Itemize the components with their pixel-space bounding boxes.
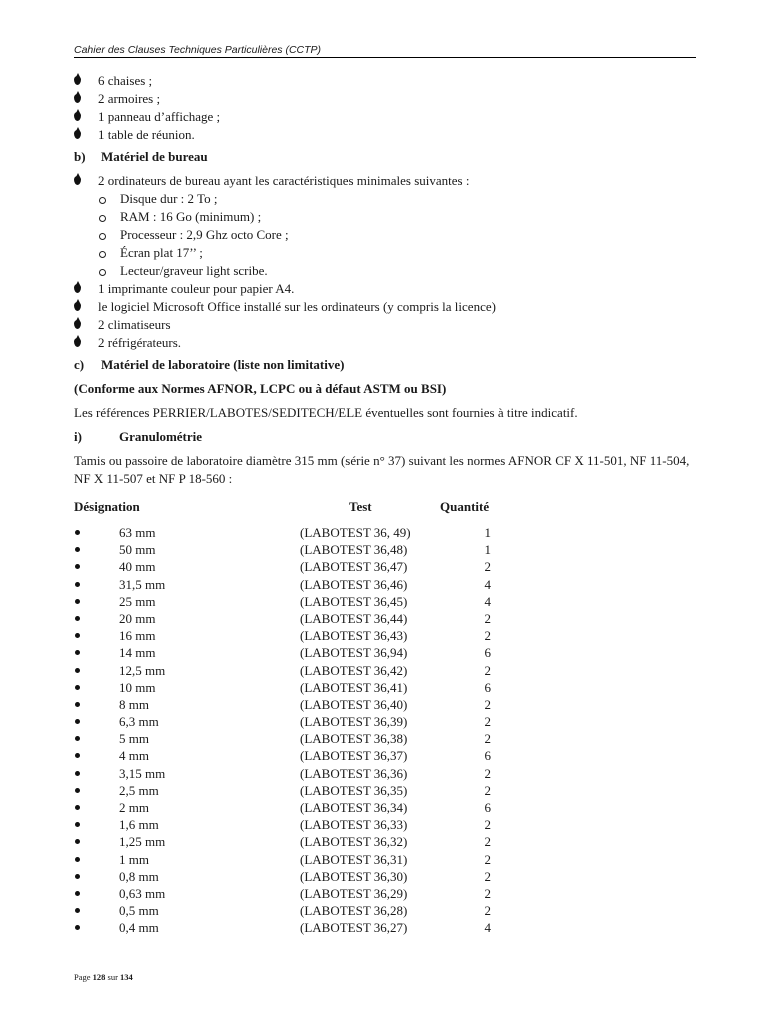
test-cell: (LABOTEST 36,30) (300, 868, 408, 884)
table-row (74, 541, 704, 558)
quantity-cell: 2 (484, 696, 491, 712)
circle-bullet-icon (99, 197, 106, 204)
test-cell: (LABOTEST 36,34) (300, 800, 408, 815)
drop-bullet-icon (74, 284, 81, 293)
table-row (74, 679, 704, 696)
quantity-cell: 4 (484, 576, 491, 592)
bullet-dot-icon (75, 616, 80, 621)
section-heading-b: b) Matériel de bureau (74, 149, 208, 164)
designation-cell: 16 mm (119, 628, 156, 644)
designation-cell: 63 mm (119, 525, 156, 540)
norms-statement: (Conforme aux Normes AFNOR, LCPC ou à défaut ASTM ou BSI) (74, 381, 447, 396)
quantity-cell: 2 (484, 731, 491, 747)
list-item: 6 chaises ; (74, 72, 704, 90)
designation-cell: 1 mm (119, 851, 149, 867)
quantity-cell: 2 (484, 868, 491, 884)
designation-cell: 2,5 mm (119, 782, 159, 798)
test-cell: (LABOTEST 36,36) (300, 765, 408, 781)
bullet-dot-icon (75, 874, 80, 879)
quantity-cell: 2 (484, 782, 491, 798)
bullet-dot-icon (75, 564, 80, 569)
table-row (74, 730, 704, 747)
test-cell: (LABOTEST 36, 49) (300, 525, 411, 540)
bullet-dot-icon (75, 839, 80, 844)
test-cell: (LABOTEST 36,44) (300, 610, 408, 626)
table-row (74, 799, 704, 816)
table-row (74, 851, 704, 868)
test-cell: (LABOTEST 36,41) (300, 679, 408, 695)
references-note: Les références PERRIER/LABOTES/SEDITECH/ELE éventuelles sont fournies à titre indicatif. (74, 405, 578, 420)
test-cell: (LABOTEST 36,39) (300, 714, 408, 730)
spec-item: Écran plat 17’’ ; (74, 244, 704, 262)
table-row (74, 558, 704, 575)
bullet-dot-icon (75, 650, 80, 655)
table-row (74, 833, 704, 850)
list-item: 2 ordinateurs de bureau ayant les caractéristiques minimales suivantes : (74, 172, 704, 190)
test-cell: (LABOTEST 36,47) (300, 559, 408, 575)
drop-bullet-icon (74, 94, 81, 103)
table-row (74, 782, 704, 799)
quantity-cell: 2 (484, 885, 491, 901)
bullet-dot-icon (75, 736, 80, 741)
quantity-cell: 2 (484, 559, 491, 575)
test-cell: (LABOTEST 36,40) (300, 696, 408, 712)
bullet-dot-icon (75, 908, 80, 913)
quantity-cell: 6 (484, 645, 491, 661)
test-cell: (LABOTEST 36,31) (300, 851, 408, 867)
page-header (74, 44, 696, 58)
bullet-dot-icon (75, 530, 80, 535)
quantity-cell: 2 (484, 714, 491, 730)
list-item: 1 table de réunion. (74, 126, 704, 144)
designation-cell: 20 mm (119, 610, 156, 626)
spec-item: Processeur : 2,9 Ghz octo Core ; (74, 226, 704, 244)
test-cell: (LABOTEST 36,48) (300, 542, 408, 558)
designation-cell: 0,63 mm (119, 885, 166, 901)
table-row (74, 816, 704, 833)
designation-cell: 4 mm (119, 748, 149, 764)
designation-cell: 40 mm (119, 559, 156, 575)
drop-bullet-icon (74, 320, 81, 329)
table-row (74, 696, 704, 713)
test-cell: (LABOTEST 36,32) (300, 834, 408, 850)
designation-cell: 8 mm (119, 696, 149, 712)
spec-item: Lecteur/graveur light scribe. (74, 262, 704, 280)
table-header (74, 498, 704, 516)
bullet-dot-icon (75, 857, 80, 862)
test-cell: (LABOTEST 36,27) (300, 920, 408, 936)
test-cell: (LABOTEST 36,38) (300, 731, 408, 747)
column-header-test: Test (349, 499, 372, 514)
bullet-dot-icon (75, 547, 80, 552)
bullet-dot-icon (75, 702, 80, 707)
test-cell: (LABOTEST 36,29) (300, 885, 408, 901)
bullet-dot-icon (75, 753, 80, 758)
designation-cell: 14 mm (119, 645, 156, 661)
designation-cell: 12,5 mm (119, 662, 166, 678)
quantity-cell: 2 (484, 628, 491, 644)
list-item: 2 climatiseurs (74, 316, 704, 334)
table-row (74, 610, 704, 627)
column-header-designation: Désignation (74, 499, 140, 514)
table-row (74, 868, 704, 885)
quantity-cell: 2 (484, 662, 491, 678)
quantity-cell: 2 (484, 851, 491, 867)
bullet-dot-icon (75, 822, 80, 827)
quantity-cell: 2 (484, 903, 491, 919)
table-row (74, 885, 704, 902)
quantity-cell: 2 (484, 834, 491, 850)
drop-bullet-icon (74, 176, 81, 185)
quantity-cell: 1 (484, 542, 491, 558)
drop-bullet-icon (74, 302, 81, 311)
circle-bullet-icon (99, 215, 106, 222)
spec-item: RAM : 16 Go (minimum) ; (74, 208, 704, 226)
designation-cell: 5 mm (119, 731, 149, 747)
section-heading-i: i) Granulométrie (74, 429, 203, 444)
table-row (74, 593, 704, 610)
list-item: 2 armoires ; (74, 90, 704, 108)
list-item: 2 réfrigérateurs. (74, 334, 704, 352)
quantity-cell: 2 (484, 765, 491, 781)
bullet-dot-icon (75, 925, 80, 930)
table-row (74, 627, 704, 644)
bullet-dot-icon (75, 599, 80, 604)
circle-bullet-icon (99, 269, 106, 276)
test-cell: (LABOTEST 36,35) (300, 782, 408, 798)
table-row (74, 662, 704, 679)
designation-cell: 1,25 mm (119, 834, 166, 850)
quantity-cell: 6 (484, 679, 491, 695)
table-row (74, 747, 704, 764)
table-row (74, 524, 704, 541)
page-content (74, 72, 704, 937)
quantity-cell: 4 (484, 920, 491, 936)
test-cell: (LABOTEST 36,46) (300, 576, 408, 592)
page-footer: Page 128 sur 134 (74, 972, 133, 982)
test-cell: (LABOTEST 36,45) (300, 593, 408, 609)
section-heading-c: c) Matériel de laboratoire (liste non limitative) (74, 357, 345, 372)
drop-bullet-icon (74, 76, 81, 85)
designation-cell: 2 mm (119, 800, 149, 815)
total-pages: 134 (120, 972, 133, 982)
list-item: 1 imprimante couleur pour papier A4. (74, 280, 704, 298)
quantity-cell: 1 (484, 525, 491, 540)
bullet-dot-icon (75, 805, 80, 810)
bullet-dot-icon (75, 788, 80, 793)
list-item: le logiciel Microsoft Office installé sur les ordinateurs (y compris la licence) (74, 298, 704, 316)
table-row (74, 576, 704, 593)
table-row (74, 902, 704, 919)
sieve-intro: Tamis ou passoire de laboratoire diamètre 315 mm (série n° 37) suivant les normes AFNOR CF X 11-501, NF 11-504, NF X 11-507 et NF P 18-560 : (74, 453, 690, 486)
test-cell: (LABOTEST 36,94) (300, 645, 408, 661)
table-row (74, 919, 704, 936)
spec-item: Disque dur : 2 To ; (74, 190, 704, 208)
table-row (74, 644, 704, 661)
quantity-cell: 2 (484, 817, 491, 833)
test-cell: (LABOTEST 36,33) (300, 817, 408, 833)
bullet-dot-icon (75, 633, 80, 638)
test-cell: (LABOTEST 36,28) (300, 903, 408, 919)
sieve-table (74, 524, 704, 937)
designation-cell: 0,5 mm (119, 903, 159, 919)
quantity-cell: 4 (484, 593, 491, 609)
test-cell: (LABOTEST 36,42) (300, 662, 408, 678)
quantity-cell: 2 (484, 610, 491, 626)
circle-bullet-icon (99, 233, 106, 240)
designation-cell: 10 mm (119, 679, 156, 695)
circle-bullet-icon (99, 251, 106, 258)
bullet-dot-icon (75, 582, 80, 587)
designation-cell: 0,8 mm (119, 868, 159, 884)
bullet-dot-icon (75, 685, 80, 690)
designation-cell: 1,6 mm (119, 817, 159, 833)
drop-bullet-icon (74, 112, 81, 121)
table-row (74, 765, 704, 782)
quantity-cell: 6 (484, 800, 491, 815)
list-item: 1 panneau d’affichage ; (74, 108, 704, 126)
bullet-dot-icon (75, 719, 80, 724)
table-row (74, 713, 704, 730)
bullet-dot-icon (75, 668, 80, 673)
designation-cell: 6,3 mm (119, 714, 159, 730)
designation-cell: 25 mm (119, 593, 156, 609)
designation-cell: 50 mm (119, 542, 156, 558)
document-title: Cahier des Clauses Techniques Particulières (CCTP) (74, 44, 322, 56)
drop-bullet-icon (74, 130, 81, 139)
test-cell: (LABOTEST 36,43) (300, 628, 408, 644)
designation-cell: 0,4 mm (119, 920, 159, 936)
test-cell: (LABOTEST 36,37) (300, 748, 408, 764)
drop-bullet-icon (74, 338, 81, 347)
designation-cell: 3,15 mm (119, 765, 166, 781)
column-header-quantity: Quantité (440, 499, 490, 514)
quantity-cell: 6 (484, 748, 491, 764)
bullet-dot-icon (75, 771, 80, 776)
page-number: 128 (92, 972, 106, 982)
designation-cell: 31,5 mm (119, 576, 166, 592)
bullet-dot-icon (75, 891, 80, 896)
